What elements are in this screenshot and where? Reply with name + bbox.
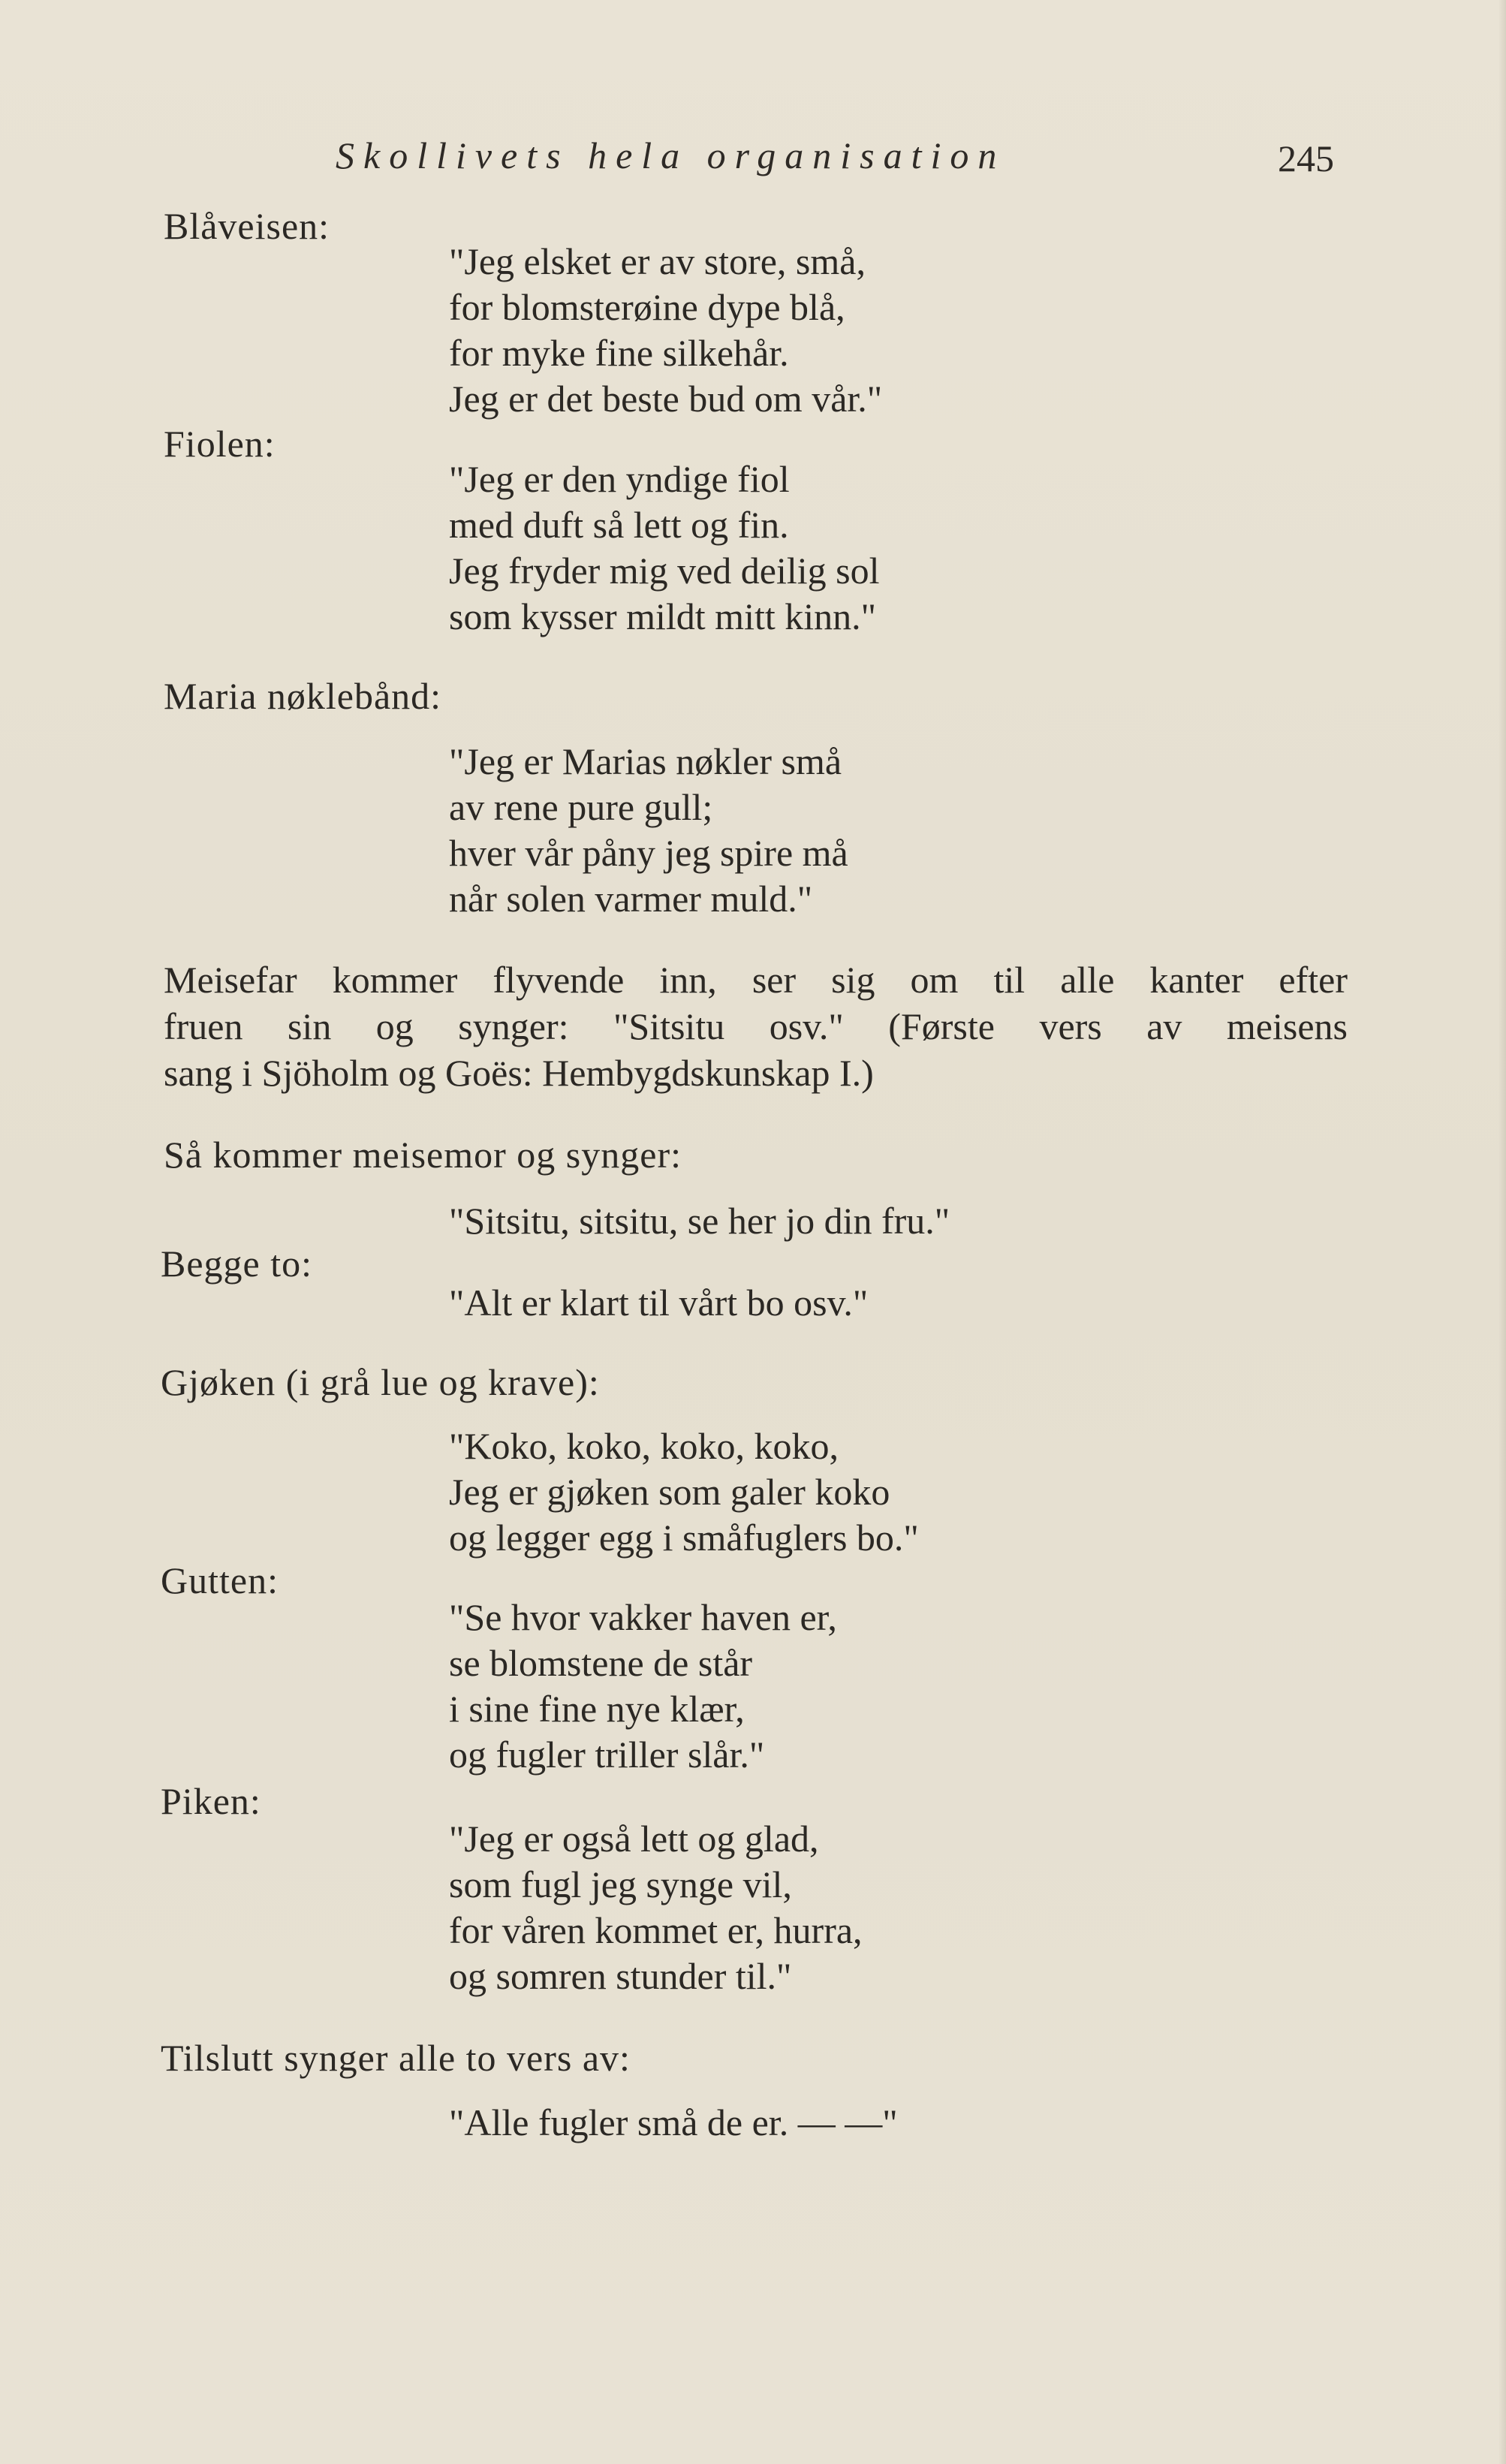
verse-line: "Se hvor vakker haven er,: [449, 1596, 837, 1638]
verse-line: som fugl jeg synge vil,: [449, 1863, 792, 1905]
verse-line: i sine fine nye klær,: [449, 1688, 745, 1730]
running-header: Skollivets hela organisation: [336, 134, 1006, 176]
verse-line: for blomsterøine dype blå,: [449, 286, 845, 328]
verse-line: "Jeg er også lett og glad,: [449, 1818, 819, 1860]
speaker-gutten: Gutten:: [161, 1559, 279, 1601]
speaker-blaaveisen: Blåveisen:: [164, 205, 330, 247]
speaker-fiolen: Fiolen:: [164, 423, 276, 465]
verse-line: "Jeg er Marias nøkler små: [449, 740, 842, 782]
verse-maria-noklebaand: [449, 739, 848, 922]
verse-blaaveisen: [449, 239, 882, 422]
stage-direction-paragraph: [164, 956, 1348, 1096]
verse-line: Jeg er gjøken som galer koko: [449, 1471, 890, 1513]
verse-line: når solen varmer muld.": [449, 878, 813, 920]
verse-line: Jeg fryder mig ved deilig sol: [449, 550, 880, 592]
paragraph-line: Meisefar kommer flyvende inn, ser sig om til alle kanter efter: [164, 959, 1348, 1001]
verse-line: "Jeg elsket er av store, små,: [449, 240, 866, 282]
speaker-maria-noklebaand: Maria nøklebånd:: [164, 675, 442, 717]
verse-line: "Sitsitu, sitsitu, se her jo din fru.": [449, 1200, 950, 1242]
verse-begge-to: [449, 1280, 868, 1326]
verse-line: med duft så lett og fin.: [449, 504, 789, 546]
verse-meisemor: [449, 1198, 950, 1244]
verse-line: og legger egg i småfuglers bo.": [449, 1517, 919, 1559]
verse-line: for myke fine silkehår.: [449, 332, 789, 374]
verse-line: hver vår påny jeg spire må: [449, 832, 848, 874]
verse-line: og somren stunder til.": [449, 1955, 792, 1997]
verse-tilslutt: [449, 2100, 898, 2146]
verse-line: "Koko, koko, koko, koko,: [449, 1425, 839, 1467]
verse-line: "Alt er klart til vårt bo osv.": [449, 1282, 869, 1324]
verse-fiolen: [449, 456, 880, 640]
verse-gjoken: [449, 1423, 919, 1561]
paragraph-line: sang i Sjöholm og Goës: Hembygdskunskap I.): [164, 1052, 874, 1094]
verse-line: se blomstene de står: [449, 1642, 753, 1684]
stage-direction-tilslutt: Tilslutt synger alle to vers av:: [161, 2037, 631, 2079]
verse-line: av rene pure gull;: [449, 786, 713, 828]
verse-line: Jeg er det beste bud om vår.": [449, 378, 883, 420]
stage-direction-meisemor: Så kommer meisemor og synger:: [164, 1134, 682, 1176]
speaker-piken: Piken:: [161, 1780, 261, 1822]
verse-piken: [449, 1816, 863, 1999]
verse-line: "Alle fugler små de er. — —": [449, 2101, 898, 2143]
verse-line: for våren kommet er, hurra,: [449, 1909, 863, 1951]
verse-line: som kysser mildt mitt kinn.": [449, 595, 877, 637]
paragraph-line: fruen sin og synger: "Sitsitu osv." (Første vers av meisens: [164, 1005, 1348, 1047]
page-number: 245: [1278, 137, 1334, 179]
verse-line: "Jeg er den yndige fiol: [449, 458, 790, 500]
verse-gutten: [449, 1595, 837, 1778]
speaker-gjoken: Gjøken (i grå lue og krave):: [161, 1361, 600, 1403]
verse-line: og fugler triller slår.": [449, 1734, 765, 1776]
speaker-begge-to: Begge to:: [161, 1243, 313, 1285]
